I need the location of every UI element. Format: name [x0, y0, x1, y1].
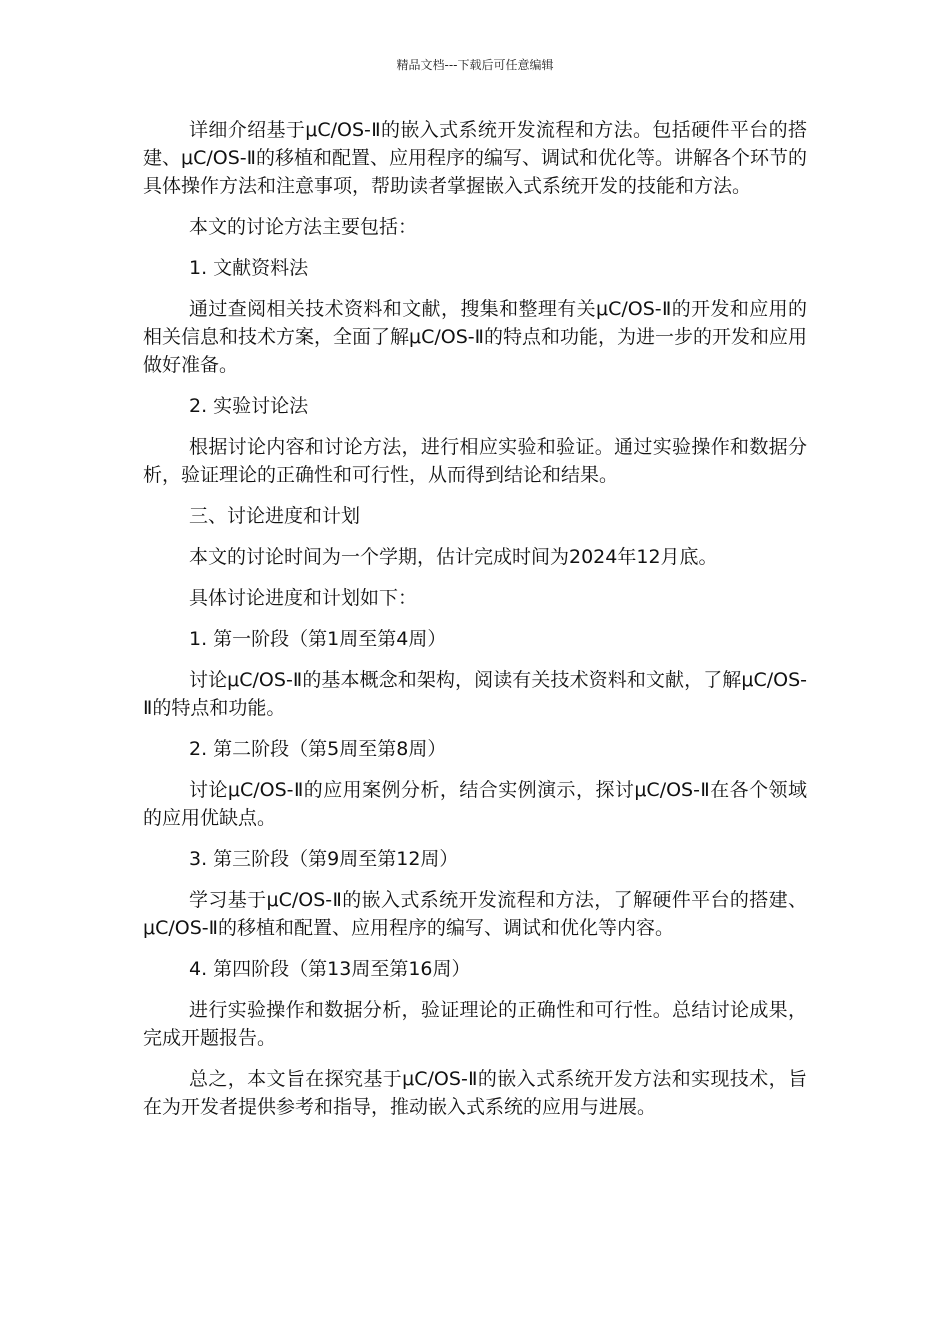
paragraph-method-1-title: 1. 文献资料法: [189, 257, 309, 279]
paragraph-stage-4-title: 4. 第四阶段（第13周至第16周）: [189, 958, 471, 980]
paragraph-schedule-intro: 具体讨论进度和计划如下：: [189, 587, 418, 609]
paragraph-stage-1-title: 1. 第一阶段（第1周至第4周）: [189, 628, 447, 650]
paragraph-stage-2-title: 2. 第二阶段（第5周至第8周）: [189, 738, 447, 760]
paragraph-method-1-body: 通过查阅相关技术资料和文献，搜集和整理有关μC/OS-Ⅱ的开发和应用的相关信息和技术方案，全面了解μC/OS-Ⅱ的特点和功能，为进一步的开发和应用做好准备。: [143, 298, 807, 376]
paragraph-stage-3-body: 学习基于μC/OS-Ⅱ的嵌入式系统开发流程和方法，了解硬件平台的搭建、μC/OS-Ⅱ的移植和配置、应用程序的编写、调试和优化等内容。: [143, 889, 807, 939]
paragraph-stage-3-title: 3. 第三阶段（第9周至第12周）: [189, 848, 459, 870]
document-body: [143, 116, 807, 1134]
paragraph-conclusion: 总之，本文旨在探究基于μC/OS-Ⅱ的嵌入式系统开发方法和实现技术，旨在为开发者提供参考和指导，推动嵌入式系统的应用与进展。: [143, 1068, 807, 1118]
paragraph-schedule-duration: 本文的讨论时间为一个学期，估计完成时间为2024年12月底。: [189, 546, 718, 568]
paragraph-method-2-body: 根据讨论内容和讨论方法，进行相应实验和验证。通过实验操作和数据分析，验证理论的正确性和可行性，从而得到结论和结果。: [143, 436, 807, 486]
section-heading-schedule: 三、讨论进度和计划: [189, 505, 361, 527]
paragraph-intro: 详细介绍基于μC/OS-Ⅱ的嵌入式系统开发流程和方法。包括硬件平台的搭建、μC/OS-Ⅱ的移植和配置、应用程序的编写、调试和优化等。讲解各个环节的具体操作方法和注意事项，帮助读者掌握嵌入式系统开发的技能和方法。: [143, 119, 807, 197]
paragraph-method-2-title: 2. 实验讨论法: [189, 395, 309, 417]
paragraph-methods-heading: 本文的讨论方法主要包括：: [189, 216, 418, 238]
paragraph-stage-1-body: 讨论μC/OS-Ⅱ的基本概念和架构，阅读有关技术资料和文献，了解μC/OS-Ⅱ的特点和功能。: [143, 669, 807, 719]
paragraph-stage-4-body: 进行实验操作和数据分析，验证理论的正确性和可行性。总结讨论成果，完成开题报告。: [143, 999, 807, 1049]
page-header: 精品文档---下载后可任意编辑: [396, 58, 554, 72]
paragraph-stage-2-body: 讨论μC/OS-Ⅱ的应用案例分析，结合实例演示，探讨μC/OS-Ⅱ在各个领域的应用优缺点。: [143, 779, 807, 829]
